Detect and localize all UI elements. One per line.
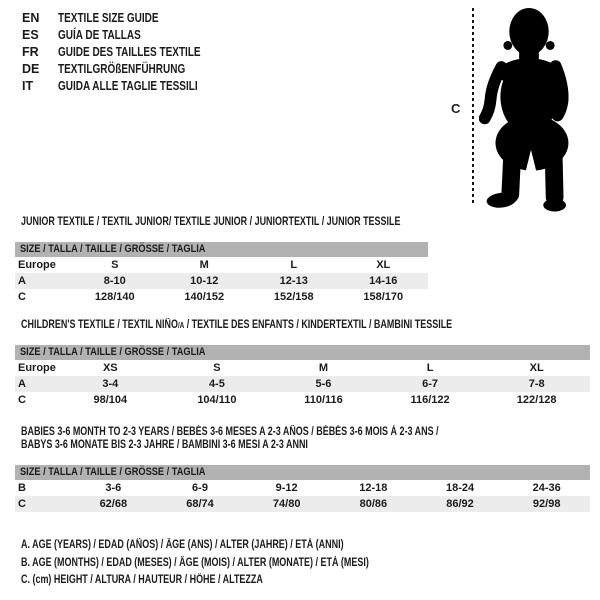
size-cell: S (213, 362, 221, 374)
footnote-age-months: B. AGE (MONTHS) / EDAD (MESES) / ÂGE (MOIS) / ALTER (MONATE) / ETÀ (MESI) (21, 556, 369, 569)
row-label: Europe (18, 259, 56, 271)
size-cell: 68/74 (186, 498, 214, 510)
size-cell: M (318, 362, 329, 374)
table-title: JUNIOR TEXTILE / TEXTIL JUNIOR/ TEXTILE JUNIOR / JUNIORTEXTIL / JUNIOR TESSILE (21, 216, 401, 228)
size-cell: S (111, 259, 119, 271)
babies-textile-table (15, 426, 590, 512)
language-title: TEXTILGRÖßENFÜHRUNG (58, 61, 186, 76)
size-cell: 14-16 (369, 275, 398, 287)
language-title: GUIDE DES TAILLES TEXTILE (58, 44, 201, 59)
table-title: CHILDREN'S TEXTILE / TEXTIL NIÑO/A / TEXTILE DES ENFANTS / KINDERTEXTIL / BAMBINI TESSILE (21, 319, 453, 331)
size-cell: 128/140 (94, 291, 135, 303)
size-cell: 110/116 (304, 394, 343, 406)
table-title: BABYS 3-6 MONATE BIS 2-3 JAHRE / BAMBINI 3-6 MESI A 2-3 ANNI (21, 439, 308, 451)
language-list (22, 9, 236, 94)
size-cell: 4-5 (208, 378, 225, 390)
table-row (15, 273, 428, 289)
language-title: GUIDA ALLE TAGLIE TESSILI (58, 78, 198, 93)
junior-textile-table (15, 216, 428, 305)
size-cell: 6-7 (422, 378, 439, 390)
size-cell: 122/128 (516, 394, 557, 406)
size-cell: 7-8 (528, 378, 545, 390)
footnote-age-years: A. AGE (YEARS) / EDAD (AÑOS) / ÂGE (ANS) / ALTER (JAHRE) / ETÀ (ANNI) (21, 539, 344, 551)
baby-silhouette-icon (479, 6, 579, 213)
language-code: IT (22, 78, 34, 93)
size-cell: 80/86 (359, 498, 388, 510)
size-cell: 5-6 (315, 378, 332, 390)
size-cell: XS (102, 362, 118, 374)
size-cell: 92/98 (532, 498, 561, 510)
language-row (22, 9, 236, 26)
size-band-header: SIZE / TALLA / TAILLE / GRÖSSE / TAGLIA (15, 242, 428, 257)
size-cell: XL (376, 259, 391, 271)
size-cell: 98/104 (93, 394, 128, 406)
size-cell: 86/92 (446, 498, 474, 510)
size-band-header: SIZE / TALLA / TAILLE / GRÖSSE / TAGLIA (15, 345, 590, 360)
row-label: B (18, 482, 26, 494)
size-cell: 3-6 (105, 482, 122, 494)
table-row (15, 360, 590, 376)
row-label: C (18, 394, 26, 406)
table-row (15, 496, 590, 512)
size-cell: 74/80 (272, 498, 301, 510)
row-label: C (18, 291, 26, 303)
size-cell: 8-10 (103, 275, 126, 287)
size-cell: 152/158 (273, 291, 314, 303)
row-label: C (18, 498, 26, 510)
language-title: GUÍA DE TALLAS (58, 27, 141, 42)
language-row (22, 26, 236, 43)
table-row (15, 289, 428, 305)
row-label: A (18, 378, 26, 390)
table-row (15, 376, 590, 392)
footnotes (21, 537, 467, 590)
size-cell: L (426, 362, 434, 374)
size-cell: 140/152 (184, 291, 225, 303)
size-cell: 18-24 (445, 482, 475, 494)
size-cell: 12-13 (279, 275, 308, 287)
language-code: FR (22, 44, 39, 59)
table-row (15, 257, 428, 273)
height-measure-label: C (451, 101, 461, 116)
table-row (15, 392, 590, 408)
size-cell: 6-9 (192, 482, 208, 494)
size-cell: 12-18 (359, 482, 388, 494)
size-cell: 3-4 (102, 378, 119, 390)
size-cell: 116/122 (410, 394, 450, 406)
language-row (22, 60, 236, 77)
language-row (22, 77, 236, 94)
size-band-header: SIZE / TALLA / TAILLE / GRÖSSE / TAGLIA (15, 465, 590, 480)
size-cell: 62/68 (99, 498, 128, 510)
size-cell: XL (529, 362, 544, 374)
language-code: ES (22, 27, 39, 42)
footnote-height: C. (cm) HEIGHT / ALTURA / HAUTEUR / HÖHE / ALTEZZA (21, 574, 263, 586)
language-code: DE (22, 61, 40, 76)
size-cell: 24-36 (532, 482, 561, 494)
row-label: A (18, 275, 26, 287)
size-cell: 9-12 (275, 482, 298, 494)
language-code: EN (22, 10, 40, 25)
language-row (22, 43, 236, 60)
height-dashed-line (472, 8, 474, 206)
language-title: TEXTILE SIZE GUIDE (58, 10, 159, 25)
table-title: BABIES 3-6 MONTH TO 2-3 YEARS / BEBÉS 3-6 MESES A 2-3 AÑOS / BÉBÉS 3-6 MOIS À 2-3 ANS / (21, 426, 439, 438)
size-cell: M (199, 259, 209, 271)
size-cell: 104/110 (197, 394, 237, 406)
children-textile-table (15, 319, 590, 408)
row-label: Europe (18, 362, 56, 374)
size-cell: 10-12 (190, 275, 219, 287)
table-row (15, 480, 590, 496)
size-cell: 158/170 (363, 291, 404, 303)
size-cell: L (290, 259, 298, 271)
